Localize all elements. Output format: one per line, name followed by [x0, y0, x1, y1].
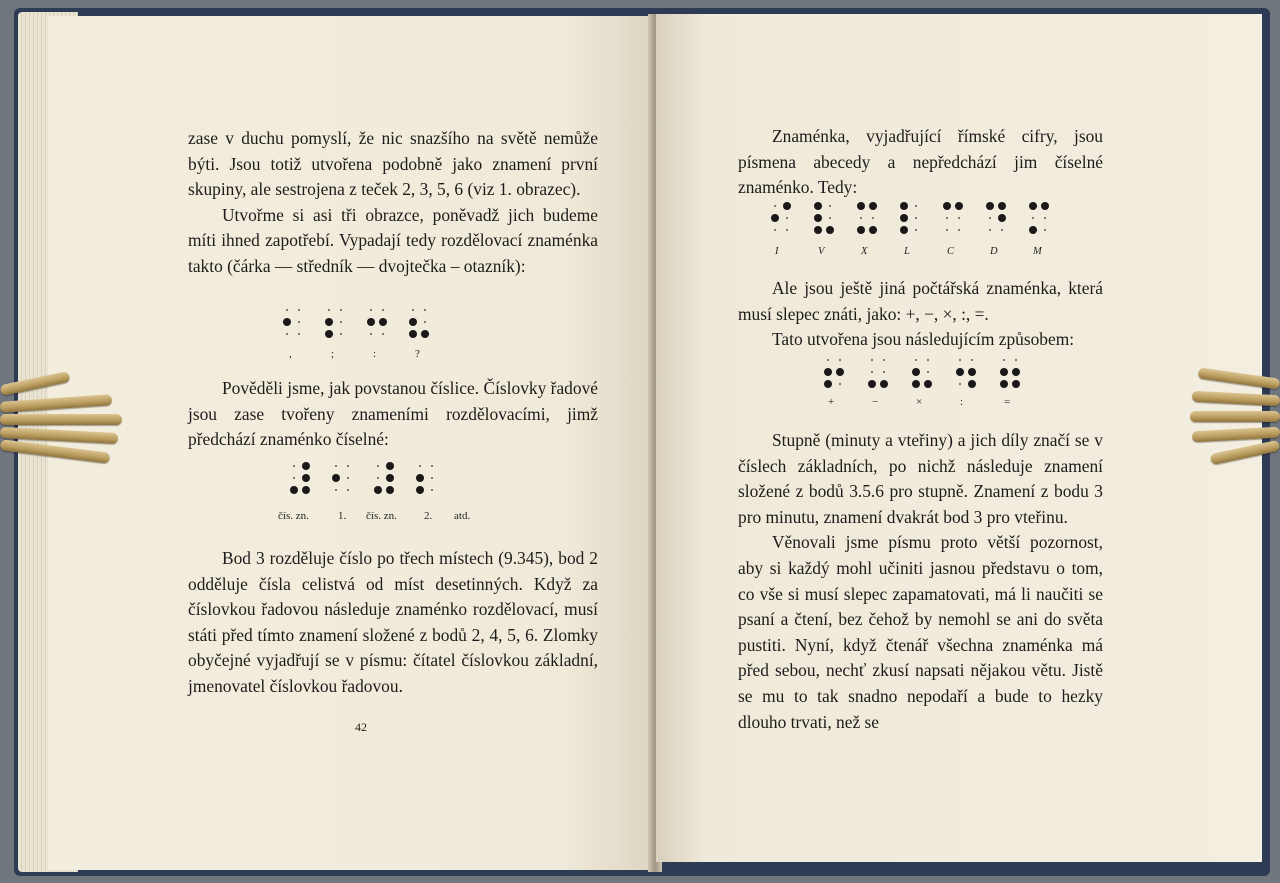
- braille-dot: [857, 202, 865, 210]
- braille-dot: [325, 318, 333, 326]
- braille-dot: [900, 202, 908, 210]
- page-number: 42: [355, 720, 367, 734]
- braille-dot: [998, 202, 1006, 210]
- braille-empty-point: [382, 309, 384, 311]
- braille-empty-point: [915, 229, 917, 231]
- right-paragraph-5: Věnovali jsme písmu proto větší pozornost, aby si každý mohl učiniti jasnou představu o tom, co vše si musí slepec zapamatovati, má li naučiti se psaní a čtení, bez čehož by nemohl se ani do světa pustiti. Nyní, když čtenář všechna znaménka má před sebou, nechť zkusí napsati nějakou větu. Jistě se mu to tak snadno nepodaří a bude to hezky dlouho trvati, než se: [738, 532, 1103, 732]
- braille-figure-punctuation: [283, 306, 453, 366]
- braille-empty-point: [915, 205, 917, 207]
- braille-dot: [386, 474, 394, 482]
- braille-empty-point: [827, 359, 829, 361]
- braille-dot: [379, 318, 387, 326]
- braille-empty-point: [382, 333, 384, 335]
- braille-empty-point: [915, 217, 917, 219]
- braille-dot: [824, 380, 832, 388]
- braille-dot: [1029, 226, 1037, 234]
- braille-empty-point: [883, 371, 885, 373]
- braille-caption: ,: [289, 348, 292, 360]
- braille-caption: 1.: [338, 510, 347, 522]
- braille-empty-point: [412, 309, 414, 311]
- left-paragraph-1: zase v duchu pomyslí, že nic snazšího na světě nemůže býti. Jsou totiž utvořena podobně jako znamení první skupiny, ale sestrojena z teček 2, 3, 5, 6 (viz 1. obrazec).: [188, 128, 598, 200]
- braille-dot: [912, 368, 920, 376]
- braille-caption: D: [990, 246, 998, 257]
- braille-empty-point: [860, 217, 862, 219]
- braille-empty-point: [286, 309, 288, 311]
- braille-dot: [826, 226, 834, 234]
- braille-dot: [1029, 202, 1037, 210]
- left-text-block-3: [188, 546, 598, 700]
- braille-dot: [325, 330, 333, 338]
- braille-dot: [367, 318, 375, 326]
- braille-caption: 2.: [424, 510, 433, 522]
- braille-dot: [912, 380, 920, 388]
- braille-empty-point: [872, 217, 874, 219]
- braille-dot: [409, 318, 417, 326]
- braille-empty-point: [298, 321, 300, 323]
- braille-dot: [986, 202, 994, 210]
- braille-dot: [302, 486, 310, 494]
- braille-empty-point: [340, 309, 342, 311]
- braille-caption: L: [904, 246, 910, 257]
- braille-empty-point: [839, 383, 841, 385]
- left-paragraph-2: Utvořme si asi tři obrazce, poněvadž jich budeme míti ihned zapotřebí. Vypadají tedy rozdělovací znaménka takto (čárka — středník — dvojtečka – otazník):: [188, 204, 598, 276]
- braille-empty-point: [1001, 229, 1003, 231]
- right-brass-hand: [1188, 365, 1280, 475]
- braille-empty-point: [883, 359, 885, 361]
- braille-empty-point: [340, 321, 342, 323]
- braille-caption: C: [947, 246, 955, 257]
- braille-dot: [302, 474, 310, 482]
- braille-empty-point: [839, 359, 841, 361]
- braille-empty-point: [293, 477, 295, 479]
- braille-empty-point: [298, 309, 300, 311]
- braille-dot: [1000, 368, 1008, 376]
- braille-empty-point: [946, 217, 948, 219]
- braille-caption: −: [872, 396, 879, 408]
- braille-empty-point: [431, 477, 433, 479]
- right-text-block-1: [738, 124, 1103, 201]
- braille-dot: [869, 202, 877, 210]
- braille-empty-point: [871, 359, 873, 361]
- braille-empty-point: [786, 229, 788, 231]
- braille-empty-point: [340, 333, 342, 335]
- braille-empty-point: [347, 477, 349, 479]
- braille-dot: [290, 486, 298, 494]
- braille-caption: =: [1004, 396, 1011, 408]
- braille-figure-ordinals: [278, 462, 508, 532]
- braille-dot: [814, 214, 822, 222]
- braille-empty-point: [335, 465, 337, 467]
- braille-dot: [900, 226, 908, 234]
- braille-empty-point: [370, 309, 372, 311]
- braille-dot: [421, 330, 429, 338]
- left-page: [48, 16, 654, 870]
- braille-dot: [1041, 202, 1049, 210]
- left-brass-hand: [0, 370, 130, 470]
- braille-dot: [998, 214, 1006, 222]
- braille-dot: [924, 380, 932, 388]
- braille-dot: [880, 380, 888, 388]
- braille-empty-point: [959, 359, 961, 361]
- right-paragraph-1: Znaménka, vyjadřující římské cifry, jsou písmena abecedy a nepředchází jim číselné znaménko. Tedy:: [738, 126, 1103, 198]
- braille-empty-point: [1003, 359, 1005, 361]
- braille-dot: [900, 214, 908, 222]
- braille-dot: [409, 330, 417, 338]
- braille-dot: [869, 226, 877, 234]
- braille-empty-point: [431, 489, 433, 491]
- braille-dot: [968, 380, 976, 388]
- braille-dot: [1012, 368, 1020, 376]
- braille-dot: [857, 226, 865, 234]
- braille-dot: [302, 462, 310, 470]
- braille-dot: [416, 486, 424, 494]
- braille-empty-point: [377, 477, 379, 479]
- braille-caption: ?: [415, 348, 420, 360]
- braille-empty-point: [786, 217, 788, 219]
- braille-dot: [374, 486, 382, 494]
- braille-empty-point: [424, 309, 426, 311]
- braille-empty-point: [927, 371, 929, 373]
- braille-caption: M: [1033, 246, 1042, 257]
- braille-empty-point: [335, 489, 337, 491]
- right-paragraph-4: Stupně (minuty a vteřiny) a jich díly značí se v číslech základních, po nichž následuje znamení složené z bodů 3.5.6 pro stupně. Znamení z bodu 3 pro minutu, znamení dvakrát bod 3 pro vteřinu.: [738, 430, 1103, 527]
- braille-empty-point: [328, 309, 330, 311]
- braille-figure-roman: [771, 202, 1071, 264]
- left-text-block-2: [188, 376, 598, 453]
- braille-caption: V: [818, 246, 825, 257]
- braille-empty-point: [989, 229, 991, 231]
- braille-dot: [771, 214, 779, 222]
- braille-caption: ×: [916, 396, 923, 408]
- braille-caption: ;: [331, 348, 335, 360]
- left-page-text: [188, 126, 598, 280]
- braille-caption: :: [960, 396, 964, 408]
- braille-empty-point: [971, 359, 973, 361]
- braille-empty-point: [347, 489, 349, 491]
- braille-empty-point: [871, 371, 873, 373]
- braille-dot: [386, 486, 394, 494]
- braille-dot: [943, 202, 951, 210]
- braille-dot: [386, 462, 394, 470]
- braille-dot: [956, 368, 964, 376]
- braille-caption: I: [775, 246, 779, 257]
- braille-empty-point: [419, 465, 421, 467]
- right-text-block-2: [738, 276, 1103, 353]
- braille-empty-point: [774, 229, 776, 231]
- braille-dot: [868, 380, 876, 388]
- braille-empty-point: [989, 217, 991, 219]
- braille-empty-point: [298, 333, 300, 335]
- braille-dot: [814, 226, 822, 234]
- braille-empty-point: [293, 465, 295, 467]
- braille-empty-point: [377, 465, 379, 467]
- braille-empty-point: [1015, 359, 1017, 361]
- right-page: [656, 14, 1262, 862]
- braille-dot: [968, 368, 976, 376]
- braille-dot: [836, 368, 844, 376]
- braille-figure-math: [824, 356, 1064, 420]
- braille-dot: [416, 474, 424, 482]
- right-paragraph-3: Tato utvořena jsou následujícím způsobem:: [772, 329, 1075, 350]
- left-paragraph-3: Pověděli jsme, jak povstanou číslice. Číslovky řadové jsou zase tvořeny znameními rozdělovacími, jimž předchází znaménko číselné:: [188, 378, 598, 450]
- braille-caption: X: [861, 246, 868, 257]
- right-paragraph-2: Ale jsou ještě jiná počtářská znaménka, která musí slepec znáti, jako: +, −, ×, :, =.: [738, 278, 1103, 324]
- braille-dot: [1012, 380, 1020, 388]
- braille-empty-point: [958, 217, 960, 219]
- braille-caption: +: [828, 396, 835, 408]
- braille-dot: [814, 202, 822, 210]
- braille-empty-point: [1044, 217, 1046, 219]
- braille-empty-point: [915, 359, 917, 361]
- braille-caption: atd.: [454, 510, 471, 522]
- braille-dot: [955, 202, 963, 210]
- braille-empty-point: [347, 465, 349, 467]
- braille-empty-point: [1044, 229, 1046, 231]
- braille-dot: [332, 474, 340, 482]
- braille-empty-point: [946, 229, 948, 231]
- right-text-block-3: [738, 428, 1103, 735]
- braille-empty-point: [1032, 217, 1034, 219]
- braille-dot: [1000, 380, 1008, 388]
- braille-empty-point: [959, 383, 961, 385]
- braille-caption: čís. zn.: [366, 510, 397, 522]
- braille-empty-point: [286, 333, 288, 335]
- braille-dot: [783, 202, 791, 210]
- braille-empty-point: [958, 229, 960, 231]
- left-paragraph-4: Bod 3 rozděluje číslo po třech místech (9.345), bod 2 odděluje čísla celistvá od míst desetinných. Když za číslovkou řadovou následuje znaménko rozdělovací, musí státi před tímto znamení složené z bodů 2, 4, 5, 6. Zlomky obyčejné vyjadřují se v písmu: čítatel číslovkou základní, jmenovatel číslovkou řadovou.: [188, 548, 598, 696]
- braille-empty-point: [424, 321, 426, 323]
- braille-empty-point: [829, 217, 831, 219]
- braille-empty-point: [927, 359, 929, 361]
- braille-caption: :: [373, 348, 377, 360]
- braille-caption: čís. zn.: [278, 510, 309, 522]
- braille-dot: [283, 318, 291, 326]
- braille-dot: [824, 368, 832, 376]
- braille-empty-point: [774, 205, 776, 207]
- braille-empty-point: [370, 333, 372, 335]
- braille-empty-point: [829, 205, 831, 207]
- braille-empty-point: [431, 465, 433, 467]
